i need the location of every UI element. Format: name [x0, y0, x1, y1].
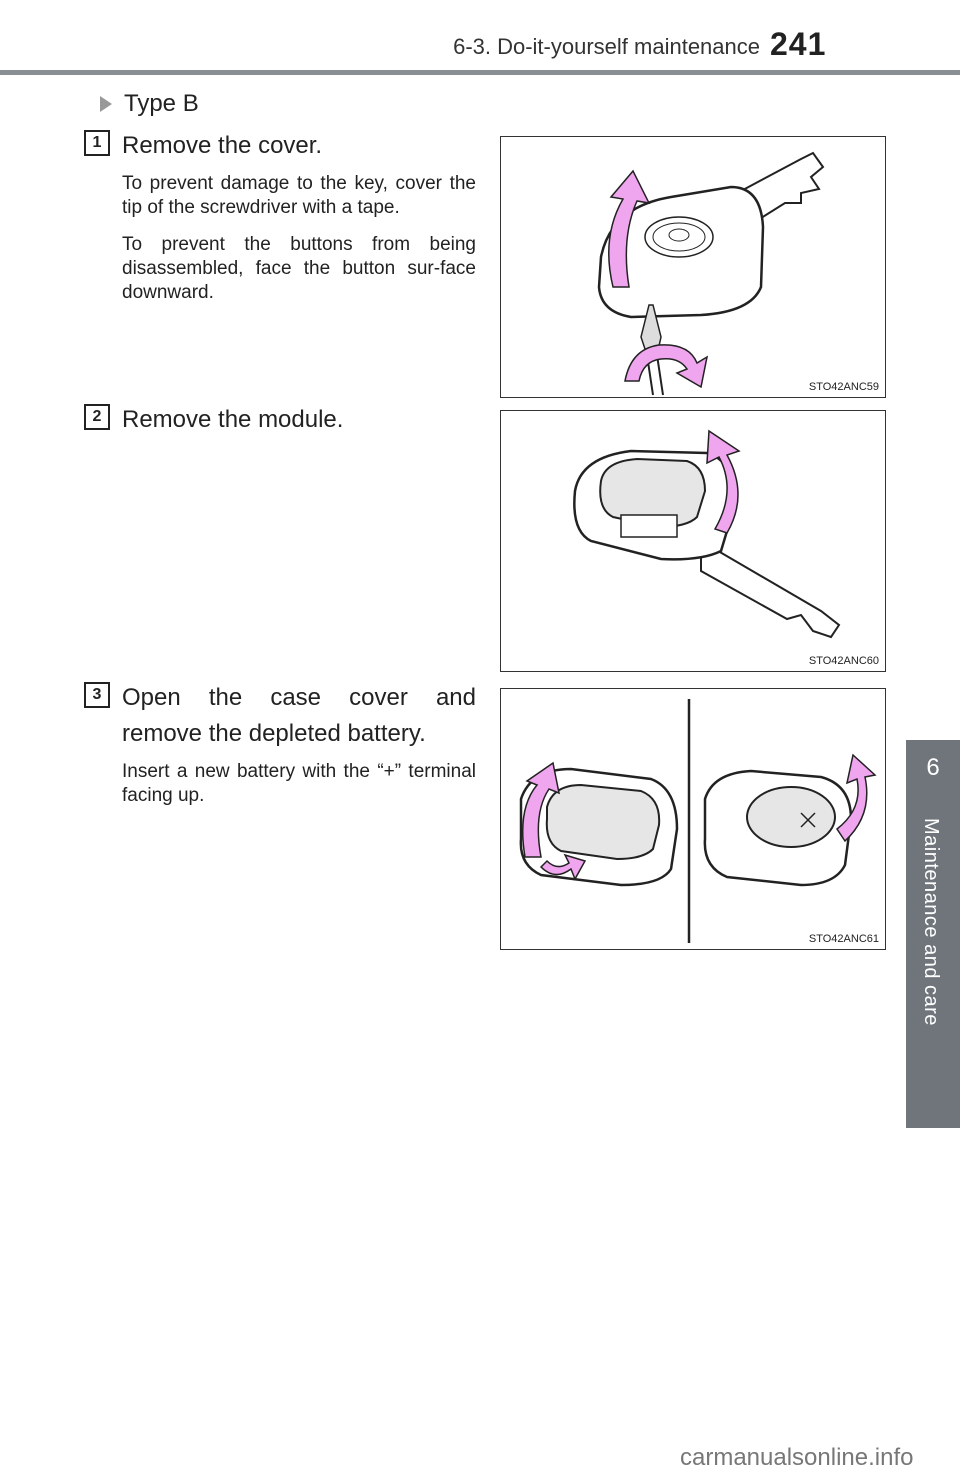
- step-1-figure: [500, 136, 886, 398]
- figure-2-caption: STO42ANC60: [808, 655, 879, 667]
- step-2-badge: 2: [84, 404, 110, 430]
- chapter-title: Maintenance and care: [920, 818, 942, 1026]
- step-3-badge: 3: [84, 682, 110, 708]
- page-number: 241: [770, 26, 827, 62]
- rotate-arrow-icon: [625, 345, 707, 387]
- step-2-title: Remove the module.: [122, 406, 344, 433]
- step-3-note-1: Insert a new battery with the “+” terminal facing up.: [122, 761, 476, 806]
- step-3-body: [122, 760, 476, 821]
- header-section-title: 6-3. Do-it-yourself maintenance: [453, 34, 760, 59]
- figure-3-caption: STO42ANC61: [808, 933, 879, 945]
- module-removal-illustration: [501, 411, 885, 671]
- battery-replacement-illustration: [501, 689, 885, 949]
- step-3-figure: [500, 688, 886, 950]
- key-cover-removal-illustration: [501, 137, 885, 397]
- watermark: carmanualsonline.info: [680, 1444, 914, 1471]
- step-1-badge: 1: [84, 130, 110, 156]
- step-1-body: [122, 172, 476, 318]
- header-rule: [0, 70, 960, 75]
- chapter-number: 6: [926, 754, 940, 781]
- step-1-title: Remove the cover.: [122, 132, 323, 159]
- triangle-bullet-icon: [100, 96, 112, 112]
- figure-1-caption: STO42ANC59: [808, 381, 879, 393]
- chapter-side-tab: [906, 740, 960, 1128]
- type-heading: [100, 90, 199, 118]
- step-1-note-2: To prevent the buttons from being disassembled, face the button sur-face downward.: [122, 234, 476, 303]
- coin-battery-icon: [747, 787, 835, 847]
- step-1-note-1: To prevent damage to the key, cover the tip of the screwdriver with a tape.: [122, 173, 476, 218]
- type-label: Type B: [124, 90, 199, 117]
- step-2-figure: [500, 410, 886, 672]
- step-3-title: Open the case cover and remove the depleted battery.: [122, 684, 476, 747]
